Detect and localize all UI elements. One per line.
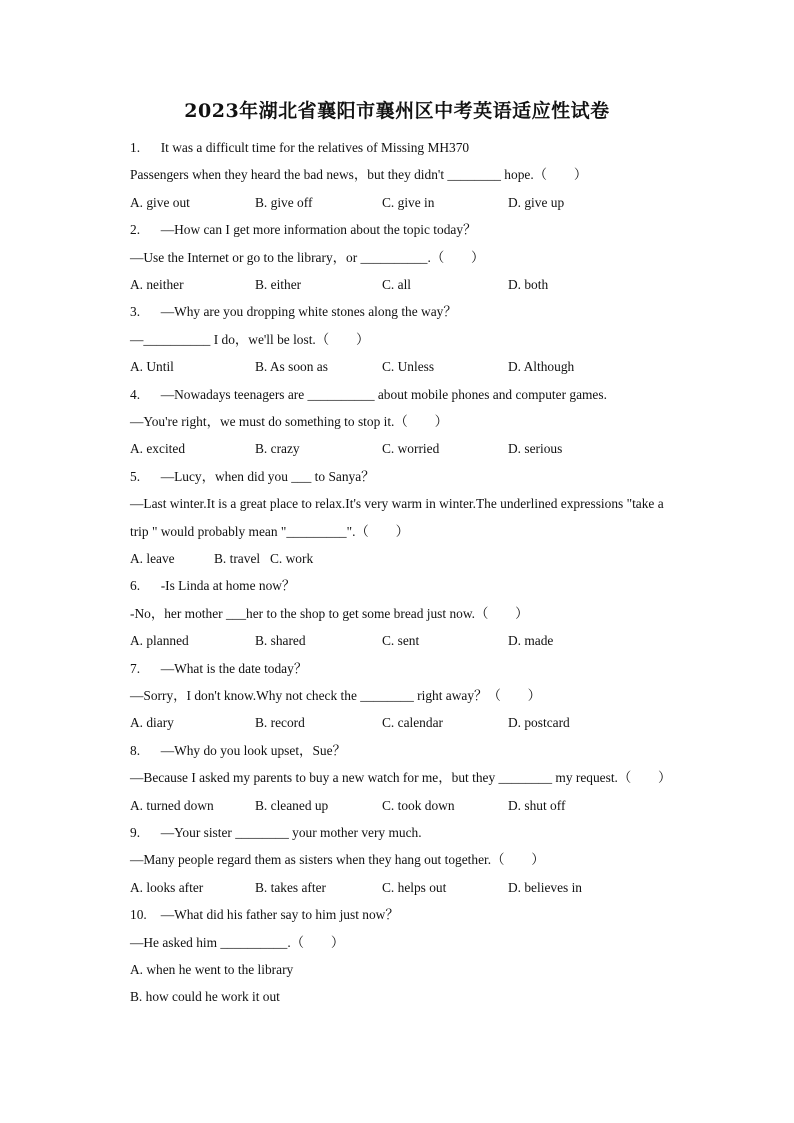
question-number: 7. — [130, 660, 141, 676]
question-stem — [130, 825, 422, 841]
question-text: Passengers when they heard the bad news，but they didn't ________ hope.（ ） — [130, 167, 588, 183]
question-number: 3. — [130, 304, 141, 320]
question-line — [130, 250, 484, 266]
question-stem — [130, 304, 457, 320]
question-stem — [130, 140, 469, 156]
option-a: A. neither — [130, 277, 184, 292]
option-c: C. sent — [382, 633, 420, 649]
question-number: 10. — [130, 907, 147, 923]
question-text: —He asked him __________.（ ） — [130, 934, 345, 950]
option-a: A. looks after — [130, 879, 204, 895]
option-c: C. give in — [382, 194, 435, 210]
question-text: -No，her mother ___her to the shop to get some bread just now.（ ） — [130, 605, 529, 621]
question-text: —Many people regard them as sisters when they hang out together.（ ） — [130, 852, 545, 868]
option-a: A. when he went to the library — [130, 962, 294, 977]
option-b: B. takes after — [255, 879, 327, 895]
option-d: D. postcard — [508, 715, 570, 731]
option-a: A. turned down — [130, 797, 214, 813]
option-b: B. crazy — [255, 441, 300, 457]
option-b: B. travel — [214, 551, 261, 566]
question-line — [130, 524, 409, 540]
question-number: 6. — [130, 578, 141, 594]
question-text: —Nowadays teenagers are __________ about mobile phones and computer games. — [160, 386, 607, 402]
question-text: —You're right，we must do something to stop it.（ ） — [130, 414, 448, 429]
question-text: —What did his father say to him just now？ — [160, 907, 399, 923]
option-b: B. cleaned up — [255, 797, 329, 813]
question-stem — [130, 743, 346, 759]
question-text: —Use the Internet or go to the library，or __________.（ ） — [130, 249, 485, 265]
option-c: C. worried — [382, 441, 440, 457]
question-text: —Sorry，I don't know.Why not check the ________ right away？（ ） — [130, 688, 542, 703]
question-text: It was a difficult time for the relatives of Missing MH370 — [160, 140, 470, 155]
option-a: A. give out — [130, 194, 190, 210]
option-b: B. give off — [255, 194, 313, 210]
option-b: B. how could he work it out — [130, 989, 280, 1005]
question-stem — [130, 907, 399, 923]
option-b: B. record — [255, 715, 305, 731]
question-line — [130, 496, 664, 512]
question-number: 5. — [130, 468, 141, 484]
page-title: 2023年湖北省襄阳市襄州区中考英语适应性试卷 — [184, 100, 610, 122]
question-number: 8. — [130, 742, 141, 758]
option-c: C. all — [382, 277, 412, 292]
option-a: A. leave — [130, 551, 175, 566]
question-line — [130, 167, 587, 183]
question-number: 4. — [130, 386, 141, 402]
option-d: D. made — [508, 633, 554, 649]
question-line — [130, 770, 671, 786]
option-a: A. Until — [130, 359, 174, 375]
question-line — [130, 688, 541, 704]
option-b: B. shared — [255, 633, 306, 649]
question-number: 2. — [130, 222, 141, 238]
option-d: D. serious — [508, 441, 563, 457]
question-stem — [130, 222, 476, 238]
question-number: 1. — [130, 140, 141, 155]
option-b: B. either — [255, 277, 302, 292]
question-text: —How can I get more information about the topic today？ — [160, 222, 477, 238]
question-stem — [130, 469, 375, 485]
question-line — [130, 332, 369, 348]
question-line — [130, 935, 344, 951]
option-d: D. shut off — [508, 797, 566, 813]
question-text: —Because I asked my parents to buy a new watch for me，but they ________ my request.（ ） — [130, 770, 672, 786]
option-c: C. took down — [382, 797, 455, 813]
question-stem — [130, 387, 607, 403]
question-text: —Last winter.It is a great place to relax.It's very warm in winter.The underlined expressions "take a — [130, 496, 664, 512]
option-d: D. Although — [508, 359, 575, 375]
option-d: D. both — [508, 277, 549, 292]
question-text: -Is Linda at home now？ — [160, 578, 296, 594]
question-text: —Your sister ________ your mother very much. — [160, 825, 422, 840]
option-c: C. helps out — [382, 879, 447, 895]
option-c: C. calendar — [382, 715, 443, 731]
question-text: —__________ I do，we'll be lost.（ ） — [130, 331, 370, 347]
option-b: B. As soon as — [255, 359, 328, 375]
option-a: A. diary — [130, 715, 174, 731]
question-text: —What is the date today？ — [160, 660, 308, 676]
option-c: C. Unless — [382, 359, 435, 375]
option-a: A. excited — [130, 441, 186, 457]
option-c: C. work — [270, 551, 314, 566]
question-line — [130, 852, 545, 868]
question-text: —Why are you dropping white stones along the way？ — [160, 304, 457, 320]
option-a: A. planned — [130, 633, 189, 649]
question-text: trip " would probably mean "_________".（ ） — [130, 523, 409, 539]
question-number: 9. — [130, 825, 141, 840]
question-line — [130, 414, 448, 430]
option-d: D. give up — [508, 194, 565, 210]
question-stem — [130, 661, 307, 677]
question-line — [130, 606, 529, 622]
question-text: —Why do you look upset，Sue？ — [160, 742, 346, 758]
question-stem — [130, 578, 295, 594]
question-text: —Lucy，when did you ___ to Sanya？ — [160, 468, 375, 484]
option-d: D. believes in — [508, 879, 583, 895]
